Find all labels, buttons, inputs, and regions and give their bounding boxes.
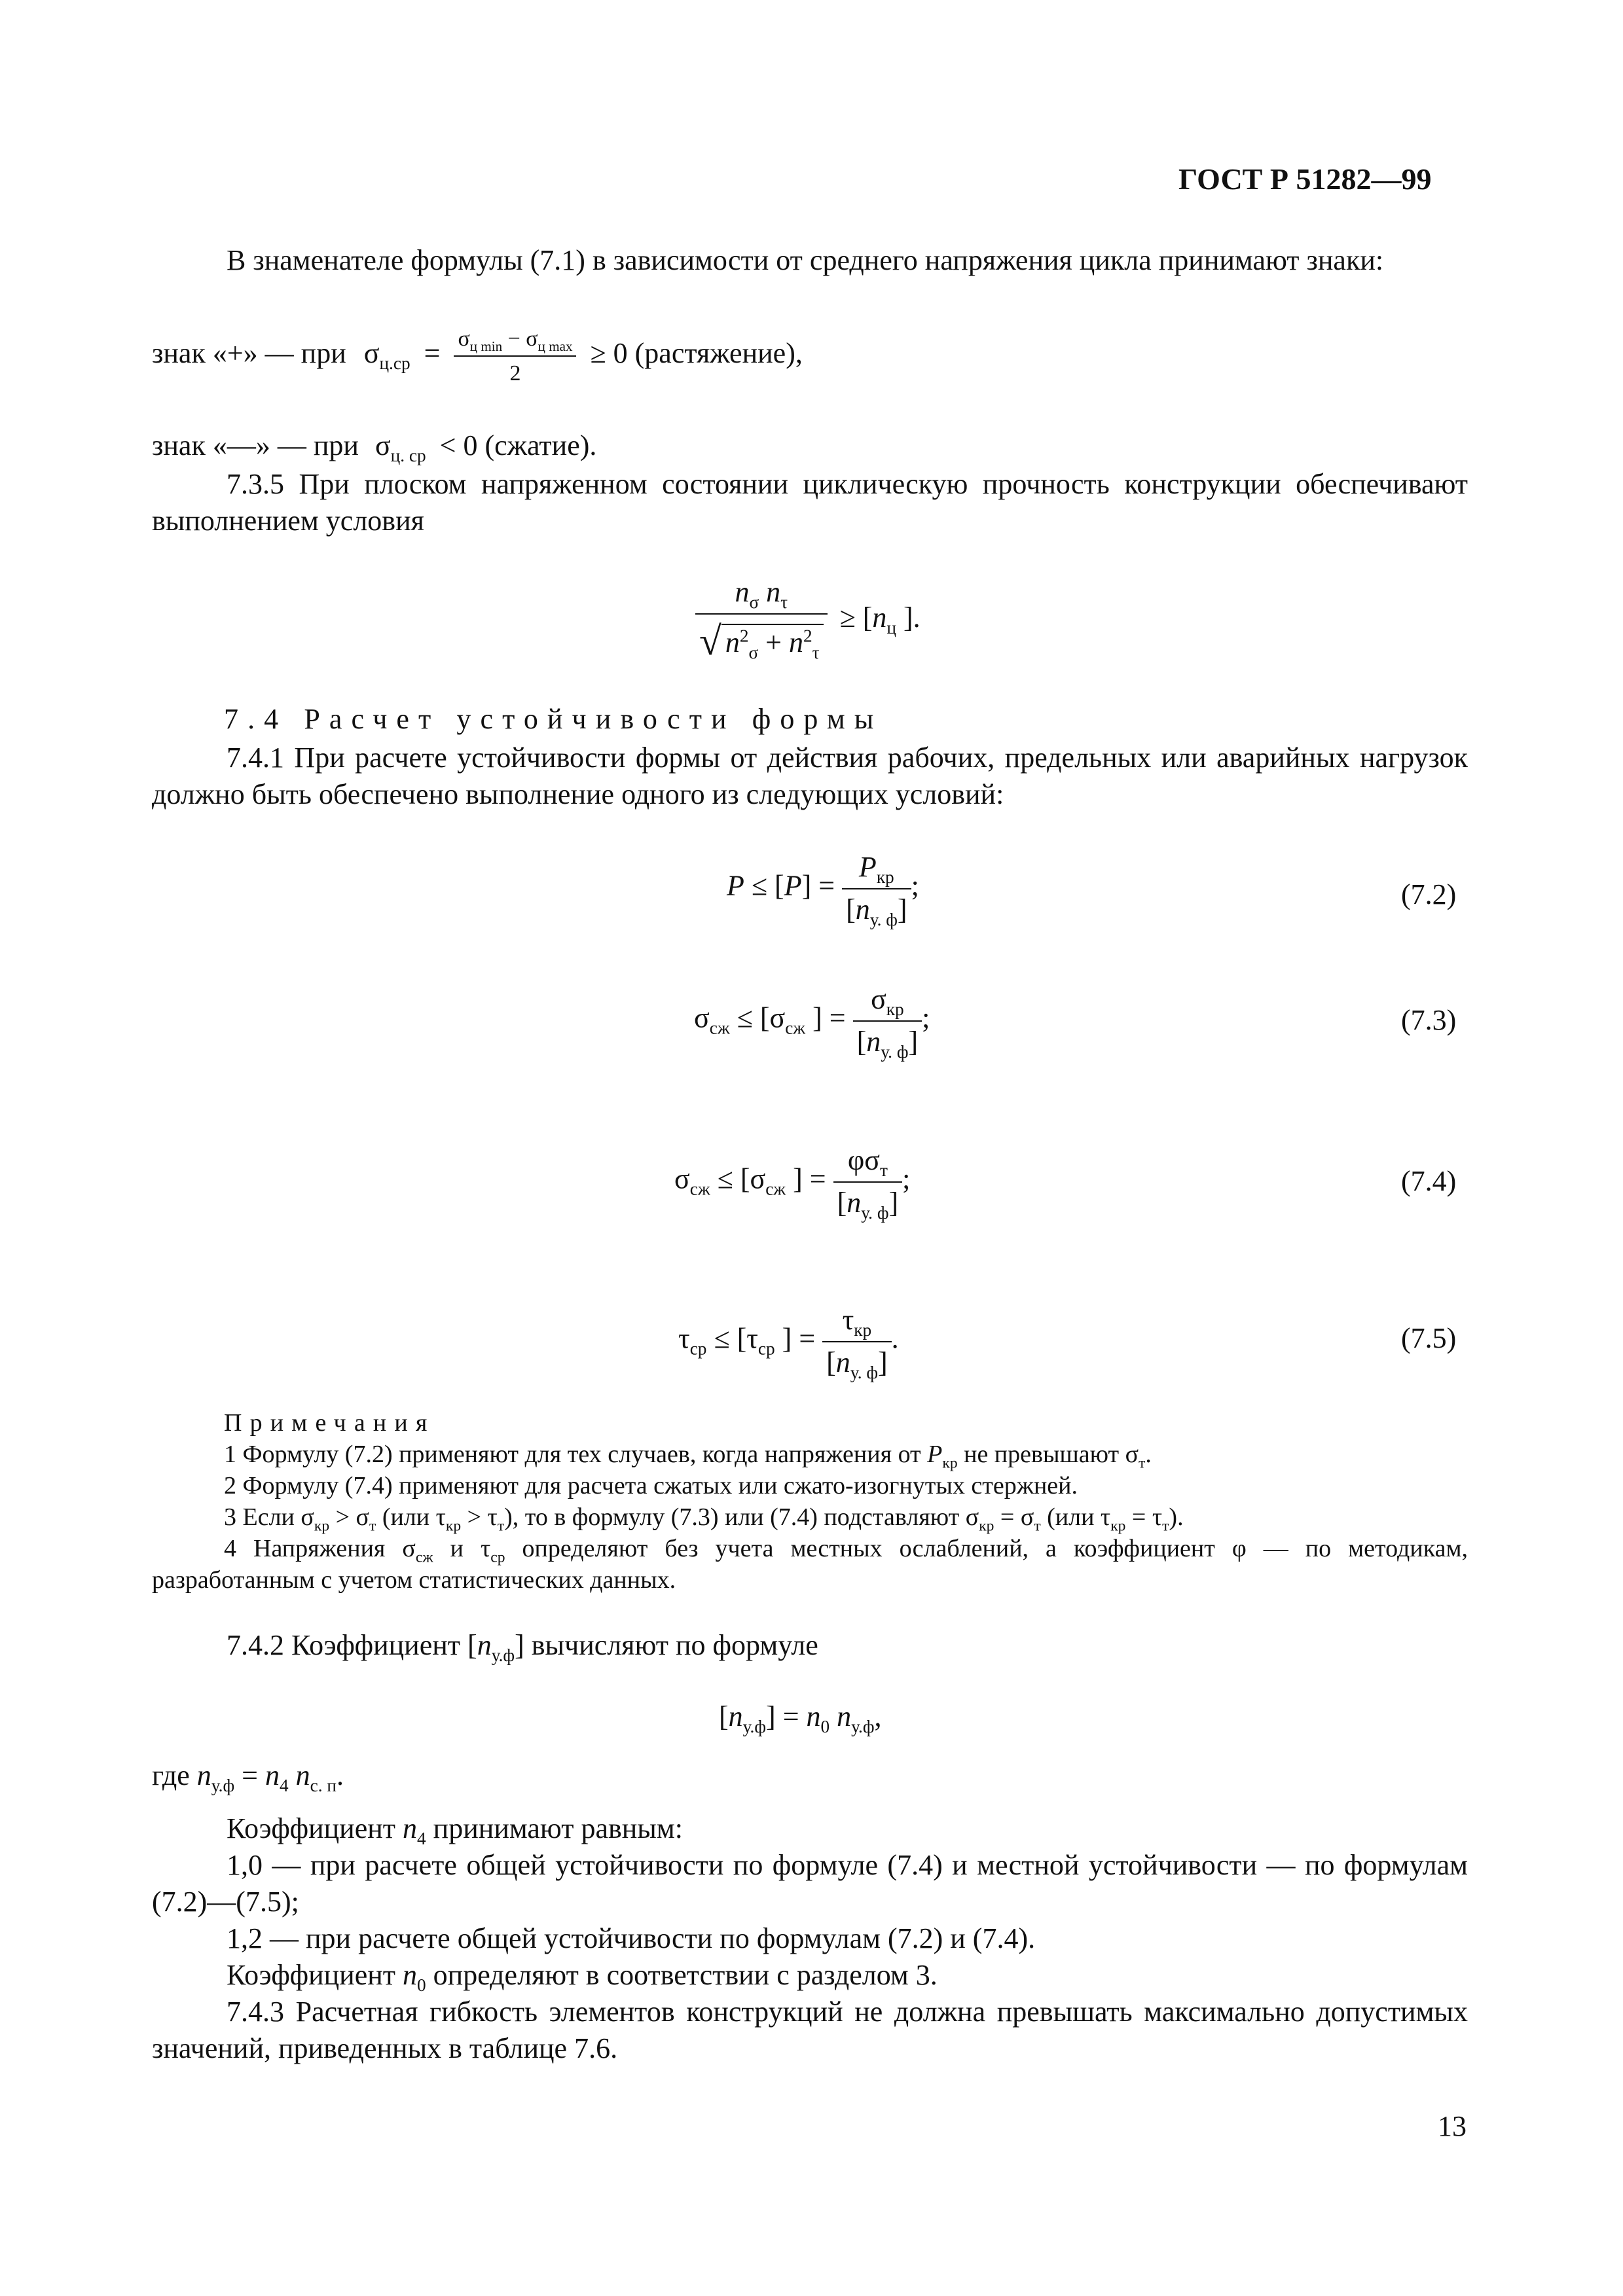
minus-sign-prefix: знак «—» — при (152, 429, 359, 461)
minus-sign-condition: знак «—» — при $\sigma_{ц. ср} < 0$ (сжатие). (152, 429, 597, 465)
paragraph-7-3-5: 7.3.5 При плоском напряженном состоянии циклическую прочность конструкции обеспечивают выполнением условия (152, 468, 1468, 537)
minus-sign-suffix: < 0 (сжатие). (439, 429, 597, 461)
mean-stress-fraction: $\frac{\sigma_{ц min} - \sigma_{ц max}}{2}$ (454, 326, 576, 386)
equation-7-2: P ≤ [P] = $\frac{P_{кр}}{[n_{у. ф}]}$ ; (727, 851, 919, 929)
item-1-2: 1,2 — при расчете общей устойчивости по формулам (7.2) и (7.4). (227, 1922, 1036, 1954)
coefficient-formula: $[n_{у.ф}] = n_0$ $n_{у.ф}$, (719, 1700, 882, 1736)
notes-title: Примечания (224, 1409, 435, 1437)
equation-number-7-4: (7.4) (1401, 1165, 1457, 1197)
equation-number-7-2: (7.2) (1401, 878, 1457, 910)
plus-sign-prefix: знак «+» — при (152, 337, 346, 370)
coefficient-n4-line: Коэффициент $n_4$ принимают равным: (227, 1812, 683, 1848)
equation-7-5: $\tau_{ср} \le [\tau_{ср}$ ] = $\frac{\tau_{кр}}{[n_{у. ф}]}$ . (678, 1304, 899, 1382)
sigma-mean-symbol: $\sigma_{ц.ср}$ (363, 337, 410, 373)
item-1-0: 1,0 — при расчете общей устойчивости по формуле (7.4) и местной устойчивости — по формулам (7.2)—(7.5); (152, 1849, 1468, 1918)
standard-header: ГОСТ Р 51282—99 (1178, 162, 1432, 196)
equation-7-3: $\sigma_{сж} \le [\sigma_{сж}$ ] = $\frac{\sigma_{кр}}{[n_{у. ф}]}$ ; (694, 983, 930, 1062)
cyclic-strength-formula: $\frac{n_\sigma n_\tau}{√ n^2_\sigma + n^2_\tau}$ ≥ [$n_ц$ ]. (695, 576, 921, 664)
equation-number-7-5: (7.5) (1401, 1322, 1457, 1354)
where-clause: где $n_{у.ф} = n_4$ $n_{с. п}$. (152, 1759, 344, 1795)
note-1: 1 Формулу (7.2) применяют для тех случаев, когда напряжения от $P_{кр}$ не превышают $\sigma_т$. (224, 1441, 1152, 1472)
paragraph-7-4-2: 7.4.2 Коэффициент $[n_{у.ф}]$ вычисляют по формуле (227, 1629, 818, 1665)
plus-sign-condition: знак «+» — при $\sigma_{ц.ср}$ = $\frac{\sigma_{ц min} - \sigma_{ц max}}{2}$ ≥ 0 (растяжение), (152, 327, 803, 386)
note-2: 2 Формулу (7.4) применяют для расчета сжатых или сжато-изогнутых стержней. (224, 1472, 1078, 1499)
paragraph-7-4-3: 7.4.3 Расчетная гибкость элементов конструкций не должна превышать максимально допустимых значений, приведенных в таблице 7.6. (152, 1996, 1468, 2064)
coefficient-n0-line: Коэффициент $n_0$ определяют в соответствии с разделом 3. (227, 1959, 938, 1995)
note-4: 4 Напряжения $\sigma_{сж}$ и $\tau_{ср}$ определяют без учета местных ослаблений, а коэффициент φ — по методикам, разработанным с учетом статистических данных. (152, 1535, 1468, 1594)
plus-sign-suffix: ≥ 0 (растяжение), (590, 337, 803, 370)
equation-number-7-3: (7.3) (1401, 1004, 1457, 1036)
notes-block (152, 1407, 1468, 1596)
paragraph-7-4-1: 7.4.1 При расчете устойчивости формы от действия рабочих, предельных или аварийных нагрузок должно быть обеспечено выполнение одного из следующих условий: (152, 742, 1468, 810)
signs-intro-paragraph: В знаменателе формулы (7.1) в зависимости от среднего напряжения цикла принимают знаки: (227, 244, 1384, 276)
section-7-4-title: 7.4 Расчет устойчивости формы (224, 703, 883, 735)
equation-7-4: $\sigma_{сж} \le [\sigma_{сж}$ ] = $\frac{\varphi\sigma_т}{[n_{у. ф}]}$ ; (674, 1144, 911, 1223)
page-number: 13 (1438, 2110, 1467, 2142)
note-3: 3 Если $\sigma_{кр} > \sigma_т$ (или $\tau_{кр} > \tau_т$), то в формулу (7.3) или (7.4) подставляют $\sigma_{кр} = \sigma_т$ (или $\tau_{кр} = \tau_т$). (224, 1503, 1184, 1535)
